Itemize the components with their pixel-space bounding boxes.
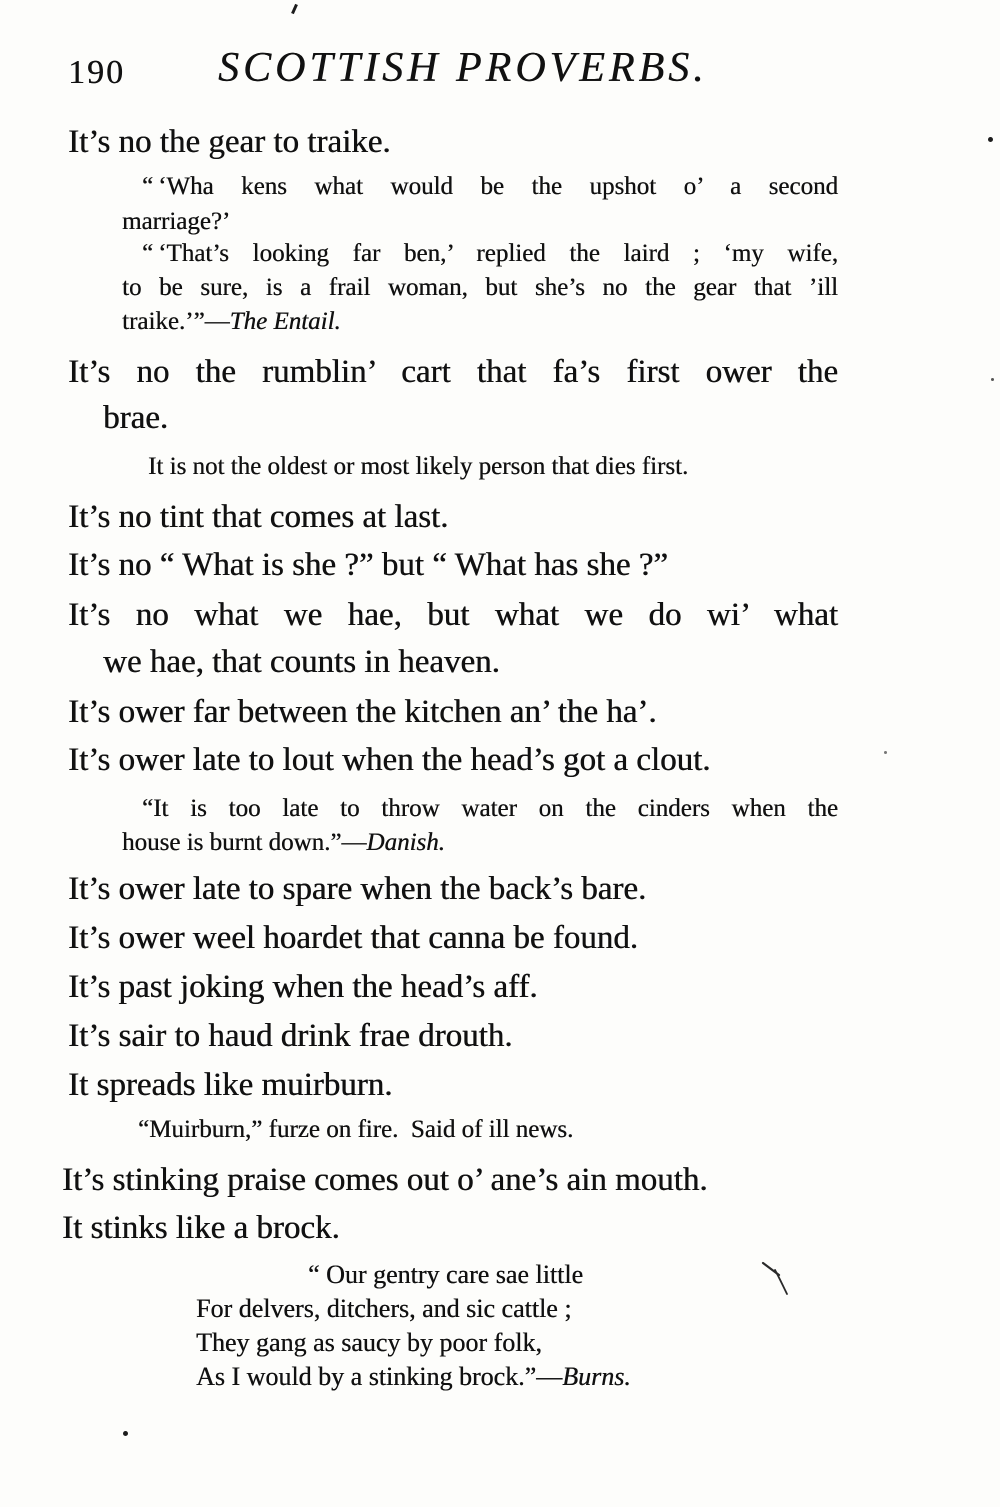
proverb-13: It’s stinking praise comes out o’ ane’s ain mouth. (62, 1162, 708, 1198)
scan-tick-mark (291, 4, 298, 14)
proverb-5-line-1: It’s no what we hae, but what we do wi’ what (68, 597, 838, 633)
running-title: SCOTTISH PROVERBS. (218, 45, 708, 91)
quote-1-line-1: “ ‘Wha kens what would be the upshot o’ a second (142, 173, 838, 200)
proverb-7: It’s ower late to lout when the head’s got a clout. (68, 742, 711, 778)
pen-mark-icon (760, 1260, 800, 1300)
proverb-11: It’s sair to haud drink frae drouth. (68, 1018, 513, 1054)
poem-source: Burns. (562, 1362, 631, 1391)
quote-2-line-1: “ ‘That’s looking far ben,’ replied the laird ; ‘my wife, (142, 240, 838, 267)
quote-2-line-3-text: traike.’”— (122, 308, 230, 335)
proverb-2-line-2: brae. (103, 400, 169, 436)
poem-line-2: For delvers, ditchers, and sic cattle ; (196, 1294, 572, 1323)
quote-2-line-3 (122, 307, 341, 337)
proverb-6: It’s ower far between the kitchen an’ the ha’. (68, 694, 657, 730)
proverb-1: It’s no the gear to traike. (68, 124, 391, 160)
scan-speck-bottom (123, 1431, 128, 1436)
poem-line-4 (196, 1361, 631, 1392)
proverb-2-line-1: It’s no the rumblin’ cart that fa’s first ower the (68, 354, 838, 390)
scan-speck-right-top (988, 137, 993, 142)
quote-2-source: The Entail. (229, 308, 341, 335)
proverb-10: It’s past joking when the head’s aff. (68, 969, 538, 1005)
quote-3-source: Danish. (366, 829, 445, 856)
proverb-8: It’s ower late to spare when the back’s bare. (68, 871, 647, 907)
proverb-4: It’s no “ What is she ?” but “ What has she ?” (68, 547, 668, 583)
poem-line-4-text: As I would by a stinking brock.”— (196, 1362, 563, 1391)
quote-3-line-2-text: house is burnt down.”— (122, 829, 367, 856)
poem-line-1: “ Our gentry care sae little (308, 1260, 584, 1289)
quote-1-line-2: marriage?’ (122, 208, 231, 235)
scan-speck-right-mid (991, 378, 994, 381)
quote-3-line-1: “It is too late to throw water on the cinders when the (142, 795, 838, 822)
page-number: 190 (68, 54, 125, 91)
note-1: It is not the oldest or most likely person that dies first. (148, 453, 689, 480)
proverb-12: It spreads like muirburn. (68, 1067, 393, 1103)
proverb-14: It stinks like a brock. (62, 1210, 340, 1246)
poem-line-3: They gang as saucy by poor folk, (196, 1328, 542, 1357)
quote-2-line-2: to be sure, is a frail woman, but she’s no the gear that ’ill (122, 274, 838, 301)
proverb-9: It’s ower weel hoardet that canna be found. (68, 920, 638, 956)
note-2: “Muirburn,” furze on fire. Said of ill news. (138, 1116, 574, 1143)
scan-speck-mid (884, 751, 887, 754)
proverb-3: It’s no tint that comes at last. (68, 499, 449, 535)
quote-3-line-2 (122, 828, 445, 858)
proverb-5-line-2: we hae, that counts in heaven. (103, 644, 500, 680)
